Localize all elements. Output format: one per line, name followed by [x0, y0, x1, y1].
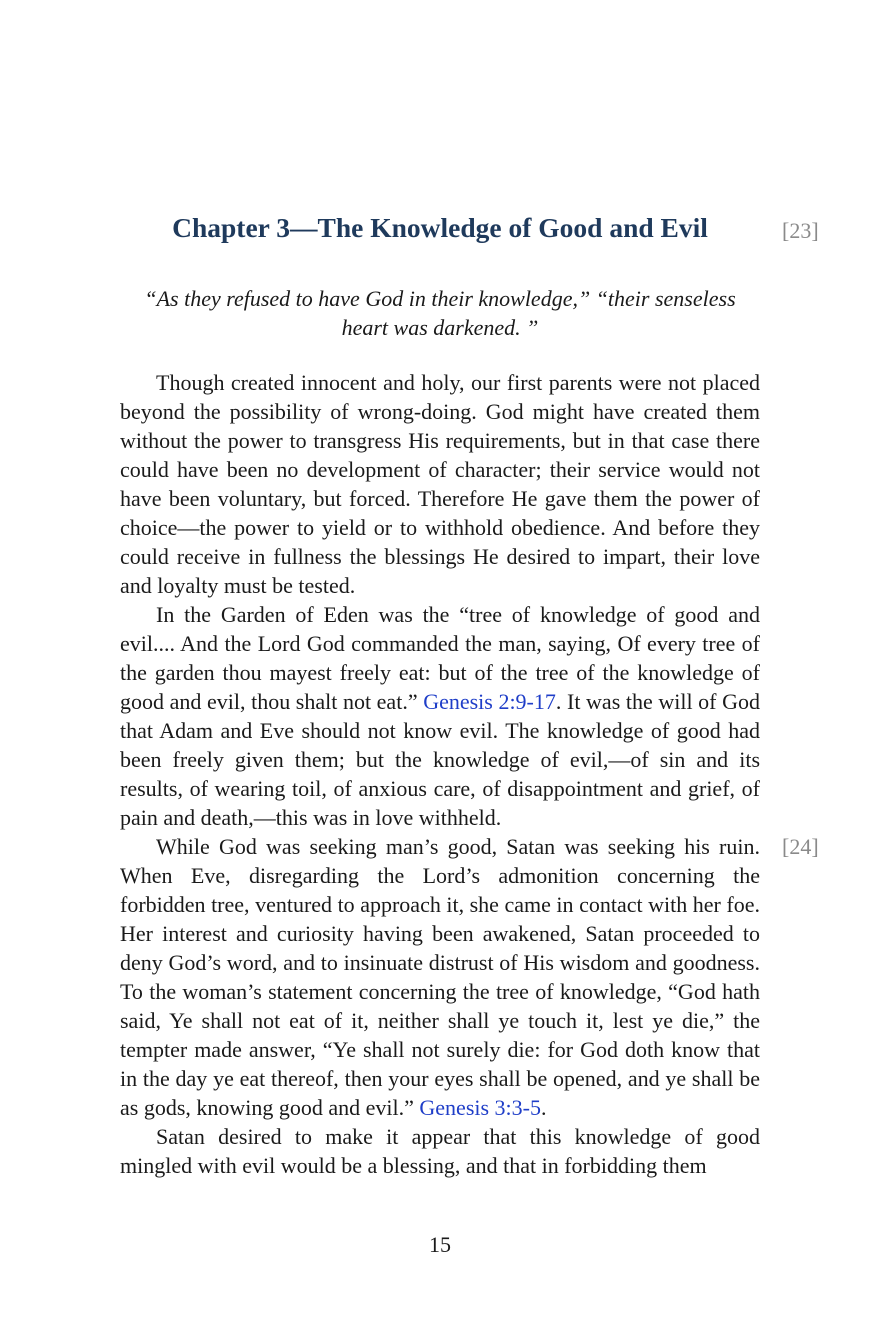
- paragraph-2-text-after: . It was the will of God that Adam and Eve should not know evil. The knowledge of good had been freely given them; but the knowledge of evil,—of sin and its results, of wearing toil, of anxious care, of disappointment and grief, of pain and death,—this was in love withheld.: [120, 689, 761, 830]
- page-reference-23: [23]: [782, 218, 819, 243]
- epigraph: “As they refused to have God in their knowledge,” “their senseless heart was darkened. ”: [144, 286, 736, 340]
- paragraph-3-text-before: While God was seeking man’s good, Satan was seeking his ruin. When Eve, disregarding the Lord’s admonition concerning the forbidden tree, ventured to approach it, she came in contact with her foe. Her interest and curiosity having been awakened, Satan proceeded to deny God’s word, and to insinuate distrust of His wisdom and goodness. To the woman’s statement concerning the tree of knowledge, “God hath said, Ye shall not eat of it, neither shall ye touch it, lest ye die,” the tempter made answer, “Ye shall not surely die: for God doth know that in the day ye eat thereof, then your eyes shall be opened, and ye shall be as gods, knowing good and evil.”: [120, 834, 760, 1120]
- page-reference-24: [24]: [782, 834, 819, 859]
- scripture-link-genesis-3-3-5[interactable]: Genesis 3:3-5: [419, 1095, 541, 1120]
- scripture-link-genesis-2-9-17[interactable]: Genesis 2:9-17: [423, 689, 556, 714]
- paragraph-1: Though created innocent and holy, our first parents were not placed beyond the possibility of wrong-doing. God might have created them without the power to transgress His requirements, but in that case there could have been no development of character; their service would not have been voluntary, but forced. Therefore He gave them the power of choice—the power to yield or to withhold obedience. And before they could receive in fullness the blessings He desired to impart, their love and loyalty must be tested.: [120, 370, 760, 598]
- paragraph-4: Satan desired to make it appear that this knowledge of good mingled with evil would be a blessing, and that in forbidding them: [120, 1124, 760, 1178]
- chapter-title: Chapter 3—The Knowledge of Good and Evil: [172, 212, 708, 243]
- page-number: 15: [429, 1232, 451, 1257]
- paragraph-2: [120, 600, 760, 832]
- chapter-body: [120, 368, 760, 1180]
- paragraph-2-text-before: In the Garden of Eden was the “tree of knowledge of good and evil.... And the Lord God commanded the man, saying, Of every tree of the garden thou mayest freely eat: but of the tree of the knowledge of good and evil, thou shalt not eat.”: [120, 602, 760, 714]
- paragraph-3: [120, 832, 760, 1122]
- paragraph-3-text-after: .: [541, 1095, 547, 1120]
